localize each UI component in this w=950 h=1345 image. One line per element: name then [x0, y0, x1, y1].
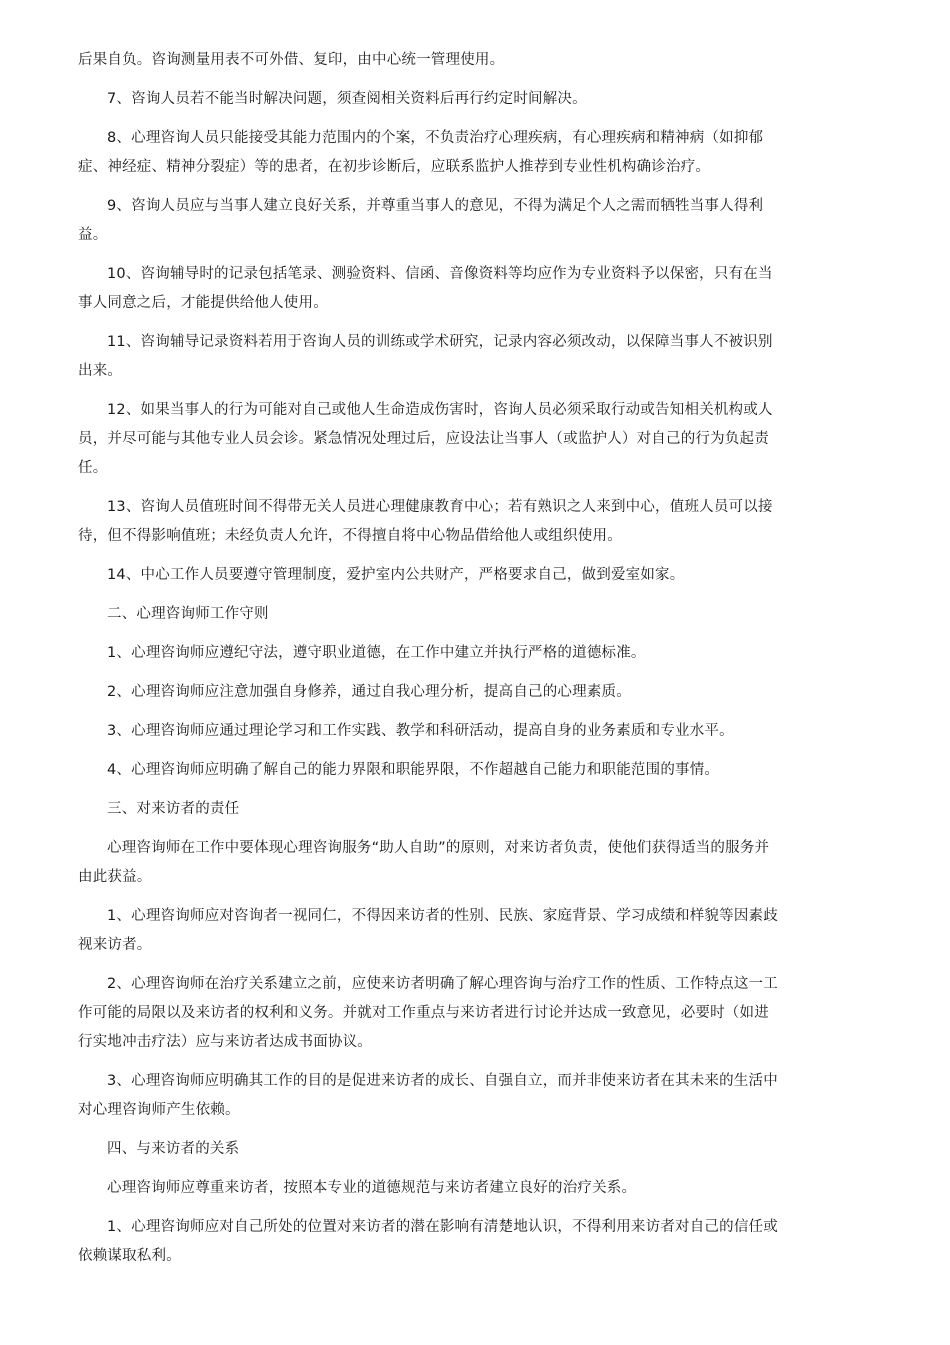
paragraph-s4-intro: 心理咨询师应尊重来访者，按照本专业的道德规范与来访者建立良好的治疗关系。	[107, 1180, 637, 1196]
document-page	[78, 46, 778, 1281]
section-heading-4: 四、与来访者的关系	[107, 1141, 240, 1157]
paragraph-rule-11: 11、咨询辅导记录资料若用于咨询人员的训练或学术研究，记录内容必须改动，以保障当事人不被识别出来。	[78, 334, 773, 379]
paragraph-s3-rule-2: 2、心理咨询师在治疗关系建立之前，应使来访者明确了解心理咨询与治疗工作的性质、工作特点这一工作可能的局限以及来访者的权利和义务。并就对工作重点与来访者进行讨论并达成一致意见，必要时（如进行实地冲击疗法）应与来访者达成书面协议。	[78, 976, 778, 1050]
paragraph-s2-rule-4: 4、心理咨询师应明确了解自己的能力界限和职能界限，不作超越自己能力和职能范围的事情。	[107, 762, 720, 778]
paragraph-s3-rule-3: 3、心理咨询师应明确其工作的目的是促进来访者的成长、自强自立，而并非使来访者在其未来的生活中对心理咨询师产生依赖。	[78, 1073, 778, 1118]
paragraph-s3-intro: 心理咨询师在工作中要体现心理咨询服务“助人自助”的原则，对来访者负责，使他们获得适当的服务并由此获益。	[78, 840, 770, 885]
paragraph-s2-rule-3: 3、心理咨询师应通过理论学习和工作实践、教学和科研活动，提高自身的业务素质和专业水平。	[107, 723, 734, 739]
section-heading-2: 二、心理咨询师工作守则	[107, 606, 269, 622]
paragraph-rule-7: 7、咨询人员若不能当时解决问题，须查阅相关资料后再行约定时间解决。	[107, 91, 587, 107]
paragraph-rule-10: 10、咨询辅导时的记录包括笔录、测验资料、信函、音像资料等均应作为专业资料予以保密，只有在当事人同意之后，才能提供给他人使用。	[78, 266, 773, 311]
paragraph-rule-14: 14、中心工作人员要遵守管理制度，爱护室内公共财产，严格要求自己，做到爱室如家。	[107, 567, 685, 583]
paragraph-continuation: 后果自负。咨询测量用表不可外借、复印，由中心统一管理使用。	[78, 52, 505, 68]
paragraph-s2-rule-2: 2、心理咨询师应注意加强自身修养，通过自我心理分析，提高自己的心理素质。	[107, 684, 631, 700]
paragraph-rule-13: 13、咨询人员值班时间不得带无关人员进心理健康教育中心；若有熟识之人来到中心，值班人员可以接待，但不得影响值班；未经负责人允许，不得擅自将中心物品借给他人或组织使用。	[78, 499, 773, 544]
paragraph-s2-rule-1: 1、心理咨询师应遵纪守法，遵守职业道德，在工作中建立并执行严格的道德标准。	[107, 645, 646, 661]
paragraph-rule-12: 12、如果当事人的行为可能对自己或他人生命造成伤害时，咨询人员必须采取行动或告知相关机构或人员，并尽可能与其他专业人员会诊。紧急情况处理过后，应设法让当事人（或监护人）对自己的行为负起责任。	[78, 402, 773, 476]
paragraph-s4-rule-1: 1、心理咨询师应对自己所处的位置对来访者的潜在影响有清楚地认识，不得利用来访者对自己的信任或依赖谋取私利。	[78, 1219, 778, 1264]
section-heading-3: 三、对来访者的责任	[107, 801, 240, 817]
paragraph-rule-8: 8、心理咨询人员只能接受其能力范围内的个案，不负责治疗心理疾病，有心理疾病和精神病（如抑郁症、神经症、精神分裂症）等的患者，在初步诊断后，应联系监护人推荐到专业性机构确诊治疗。	[78, 130, 764, 175]
paragraph-rule-9: 9、咨询人员应与当事人建立良好关系，并尊重当事人的意见，不得为满足个人之需而牺牲当事人得利益。	[78, 198, 764, 243]
paragraph-s3-rule-1: 1、心理咨询师应对咨询者一视同仁，不得因来访者的性别、民族、家庭背景、学习成绩和样貌等因素歧视来访者。	[78, 908, 778, 953]
